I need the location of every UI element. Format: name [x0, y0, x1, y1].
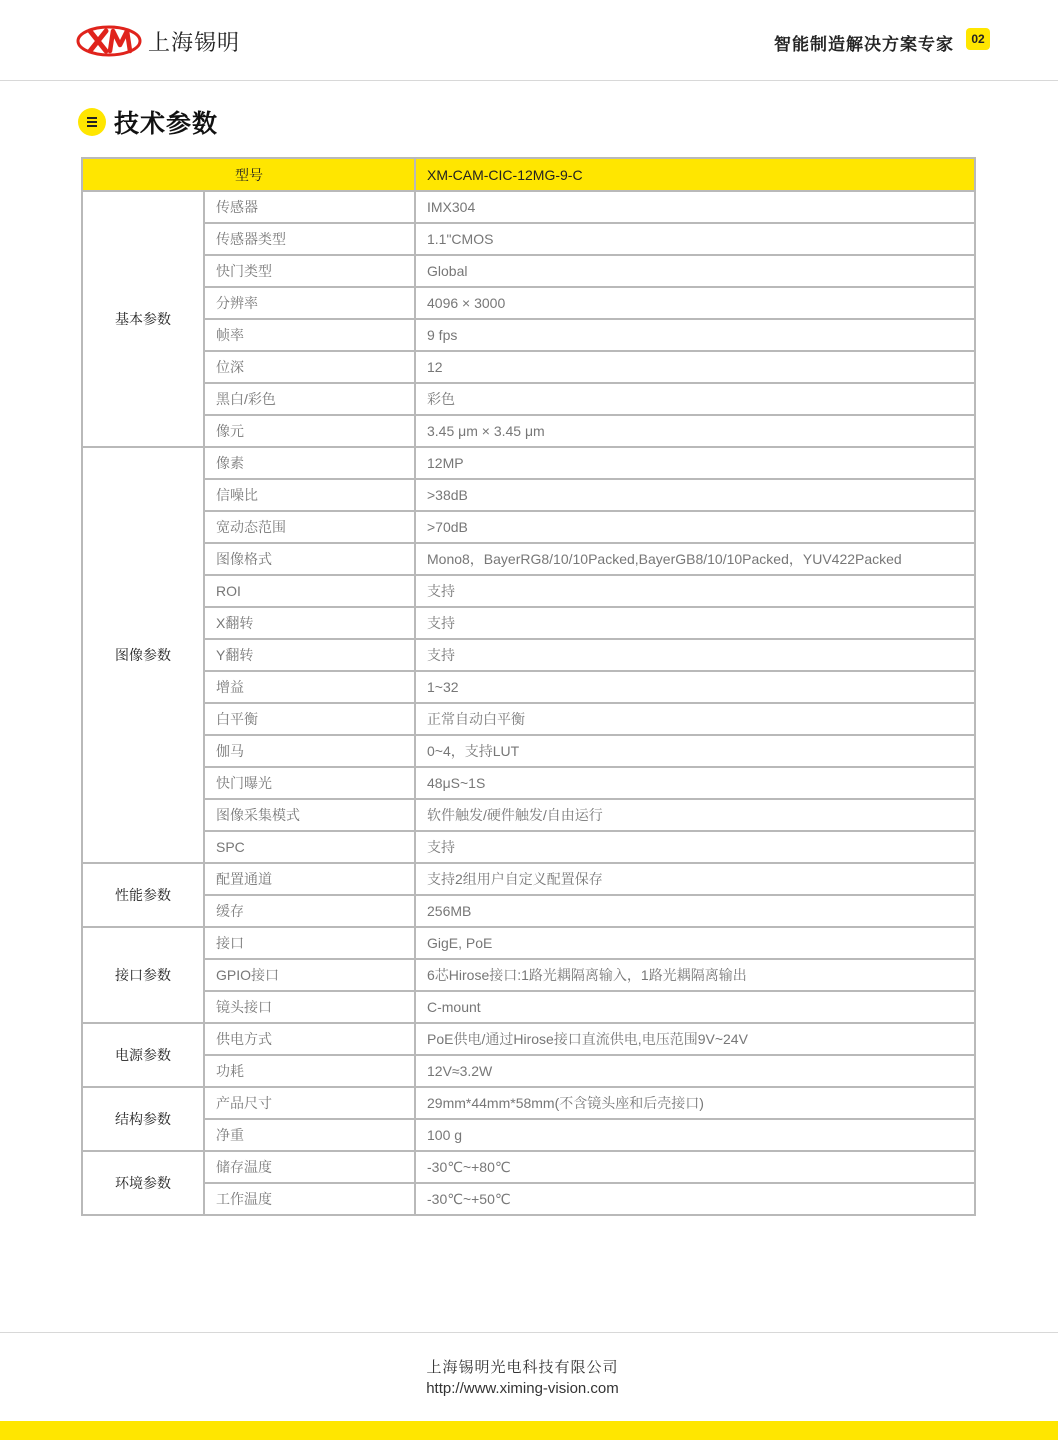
- table-row: [82, 767, 975, 799]
- param-value-cell: 4096 × 3000: [415, 287, 975, 319]
- param-name-cell: 功耗: [204, 1055, 415, 1087]
- param-name-cell: 像元: [204, 415, 415, 447]
- param-name-cell: 像素: [204, 447, 415, 479]
- table-row: [82, 895, 975, 927]
- param-value-cell: -30℃~+80℃: [415, 1151, 975, 1183]
- param-value-cell: 1~32: [415, 671, 975, 703]
- table-row: [82, 1151, 975, 1183]
- param-value-cell: >38dB: [415, 479, 975, 511]
- param-value-cell: 支持2组用户自定义配置保存: [415, 863, 975, 895]
- param-name-cell: Y翻转: [204, 639, 415, 671]
- category-cell: 图像参数: [82, 447, 204, 863]
- table-row: [82, 223, 975, 255]
- table-row: [82, 447, 975, 479]
- param-name-cell: 产品尺寸: [204, 1087, 415, 1119]
- param-name-cell: 宽动态范围: [204, 511, 415, 543]
- param-name-cell: 传感器: [204, 191, 415, 223]
- table-row: [82, 991, 975, 1023]
- param-name-cell: GPIO接口: [204, 959, 415, 991]
- table-row: [82, 959, 975, 991]
- header-slogan: 智能制造解决方案专家: [774, 35, 954, 54]
- table-row: [82, 639, 975, 671]
- header-model-value: XM-CAM-CIC-12MG-9-C: [415, 158, 975, 191]
- footer-accent-bar: [0, 1421, 1058, 1440]
- param-name-cell: 增益: [204, 671, 415, 703]
- table-row: [82, 703, 975, 735]
- table-row: [82, 1087, 975, 1119]
- category-cell: 电源参数: [82, 1023, 204, 1087]
- table-row: [82, 1119, 975, 1151]
- table-row: [82, 543, 975, 575]
- table-row: [82, 1055, 975, 1087]
- param-value-cell: 29mm*44mm*58mm(不含镜头座和后壳接口): [415, 1087, 975, 1119]
- param-name-cell: X翻转: [204, 607, 415, 639]
- param-name-cell: 图像采集模式: [204, 799, 415, 831]
- category-cell: 结构参数: [82, 1087, 204, 1151]
- table-row: [82, 927, 975, 959]
- param-value-cell: 9 fps: [415, 319, 975, 351]
- table-row: [82, 1023, 975, 1055]
- param-name-cell: 接口: [204, 927, 415, 959]
- param-name-cell: SPC: [204, 831, 415, 863]
- section-title: [78, 104, 218, 140]
- table-header-row: [82, 158, 975, 191]
- param-value-cell: 3.45 μm × 3.45 μm: [415, 415, 975, 447]
- xm-logo-icon: [76, 25, 142, 57]
- table-row: [82, 671, 975, 703]
- category-cell: 基本参数: [82, 191, 204, 447]
- param-name-cell: 工作温度: [204, 1183, 415, 1215]
- category-cell: 接口参数: [82, 927, 204, 1023]
- header-model-label: 型号: [82, 158, 415, 191]
- company-logo: [76, 24, 240, 58]
- page-header: [0, 0, 1058, 81]
- logo-text: 上海锡明: [148, 29, 241, 55]
- param-name-cell: 分辨率: [204, 287, 415, 319]
- param-name-cell: 供电方式: [204, 1023, 415, 1055]
- param-value-cell: >70dB: [415, 511, 975, 543]
- param-value-cell: IMX304: [415, 191, 975, 223]
- param-value-cell: Mono8，BayerRG8/10/10Packed,BayerGB8/10/10Packed，YUV422Packed: [415, 543, 975, 575]
- param-name-cell: 净重: [204, 1119, 415, 1151]
- table-row: [82, 831, 975, 863]
- param-value-cell: GigE, PoE: [415, 927, 975, 959]
- category-cell: 性能参数: [82, 863, 204, 927]
- param-name-cell: 黑白/彩色: [204, 383, 415, 415]
- param-value-cell: PoE供电/通过Hirose接口直流供电,电压范围9V~24V: [415, 1023, 975, 1055]
- param-value-cell: 彩色: [415, 383, 975, 415]
- param-value-cell: 100 g: [415, 1119, 975, 1151]
- param-name-cell: 配置通道: [204, 863, 415, 895]
- table-row: [82, 735, 975, 767]
- param-name-cell: 白平衡: [204, 703, 415, 735]
- param-name-cell: 传感器类型: [204, 223, 415, 255]
- param-name-cell: 位深: [204, 351, 415, 383]
- page-number-badge: 02: [966, 28, 990, 50]
- footer-url: http://www.ximing-vision.com: [426, 1380, 619, 1397]
- param-value-cell: 256MB: [415, 895, 975, 927]
- table-row: [82, 383, 975, 415]
- list-icon: [78, 108, 106, 136]
- table-row: [82, 287, 975, 319]
- spec-table: [81, 157, 976, 1216]
- param-value-cell: 12: [415, 351, 975, 383]
- param-value-cell: 48μS~1S: [415, 767, 975, 799]
- param-name-cell: 镜头接口: [204, 991, 415, 1023]
- param-name-cell: 快门曝光: [204, 767, 415, 799]
- footer-company: 上海锡明光电科技有限公司: [426, 1359, 619, 1376]
- param-value-cell: 12V≈3.2W: [415, 1055, 975, 1087]
- table-row: [82, 607, 975, 639]
- param-name-cell: ROI: [204, 575, 415, 607]
- param-value-cell: 1.1"CMOS: [415, 223, 975, 255]
- table-row: [82, 255, 975, 287]
- param-value-cell: 支持: [415, 607, 975, 639]
- table-row: [82, 191, 975, 223]
- table-row: [82, 511, 975, 543]
- table-row: [82, 351, 975, 383]
- param-value-cell: 软件触发/硬件触发/自由运行: [415, 799, 975, 831]
- param-name-cell: 图像格式: [204, 543, 415, 575]
- table-row: [82, 799, 975, 831]
- table-row: [82, 863, 975, 895]
- param-value-cell: Global: [415, 255, 975, 287]
- param-value-cell: 支持: [415, 831, 975, 863]
- param-value-cell: C-mount: [415, 991, 975, 1023]
- param-name-cell: 快门类型: [204, 255, 415, 287]
- table-row: [82, 575, 975, 607]
- category-cell: 环境参数: [82, 1151, 204, 1215]
- table-row: [82, 1183, 975, 1215]
- section-title-text: 技术参数: [114, 110, 219, 138]
- param-value-cell: -30℃~+50℃: [415, 1183, 975, 1215]
- param-name-cell: 伽马: [204, 735, 415, 767]
- param-value-cell: 支持: [415, 639, 975, 671]
- param-name-cell: 信噪比: [204, 479, 415, 511]
- table-row: [82, 319, 975, 351]
- table-row: [82, 415, 975, 447]
- param-name-cell: 缓存: [204, 895, 415, 927]
- param-value-cell: 正常自动白平衡: [415, 703, 975, 735]
- param-value-cell: 12MP: [415, 447, 975, 479]
- table-row: [82, 479, 975, 511]
- param-value-cell: 6芯Hirose接口:1路光耦隔离输入，1路光耦隔离输出: [415, 959, 975, 991]
- param-name-cell: 储存温度: [204, 1151, 415, 1183]
- param-value-cell: 支持: [415, 575, 975, 607]
- param-name-cell: 帧率: [204, 319, 415, 351]
- param-value-cell: 0~4，支持LUT: [415, 735, 975, 767]
- footer-divider: [0, 1332, 1058, 1333]
